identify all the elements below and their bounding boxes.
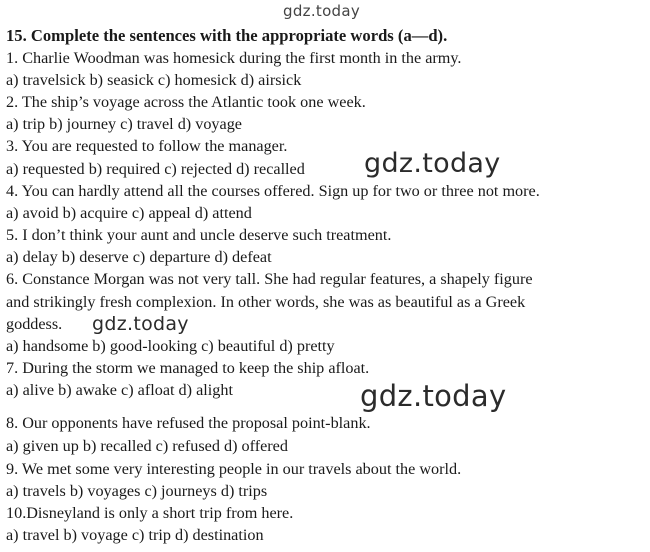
options-6: a) handsome b) good-looking c) beautiful d) pretty [6,337,335,355]
sentence-10: 10.Disneyland is only a short trip from here. [6,504,294,522]
options-3: a) requested b) required c) rejected d) recalled [6,160,305,178]
sentence-8: 8. Our opponents have refused the proposal point-blank. [6,414,371,432]
watermark-2: gdz.today [92,313,189,335]
options-5: a) delay b) deserve c) departure d) defeat [6,248,272,266]
options-7: a) alive b) awake c) afloat d) alight [6,381,233,399]
sentence-5: 5. I don’t think your aunt and uncle deserve such treatment. [6,226,392,244]
sentence-3: 3. You are requested to follow the manager. [6,137,288,155]
watermark-3: gdz.today [360,379,507,413]
sentence-4: 4. You can hardly attend all the courses offered. Sign up for two or three not more. [6,182,540,200]
sentence-1: 1. Charlie Woodman was homesick during the first month in the army. [6,49,462,67]
sentence-9: 9. We met some very interesting people in our travels about the world. [6,460,462,478]
sentence-2: 2. The ship’s voyage across the Atlantic took one week. [6,93,366,111]
options-2: a) trip b) journey c) travel d) voyage [6,115,242,133]
sentence-6-line-3: goddess. [6,315,63,333]
options-1: a) travelsick b) seasick c) homesick d) airsick [6,71,302,89]
sentence-6-line-1: 6. Constance Morgan was not very tall. She had regular features, a shapely figure [6,270,533,288]
sentence-6-line-2: and strikingly fresh complexion. In other words, she was as beautiful as a Greek [6,293,526,311]
options-4: a) avoid b) acquire c) appeal d) attend [6,204,252,222]
options-10: a) travel b) voyage c) trip d) destination [6,526,264,544]
options-9: a) travels b) voyages c) journeys d) trips [6,482,268,500]
watermark-top: gdz.today [283,2,361,20]
sentence-7: 7. During the storm we managed to keep the ship afloat. [6,359,370,377]
exercise-title: 15. Complete the sentences with the appropriate words (a—d). [6,26,448,45]
watermark-1: gdz.today [364,148,501,179]
options-8: a) given up b) recalled c) refused d) offered [6,437,288,455]
